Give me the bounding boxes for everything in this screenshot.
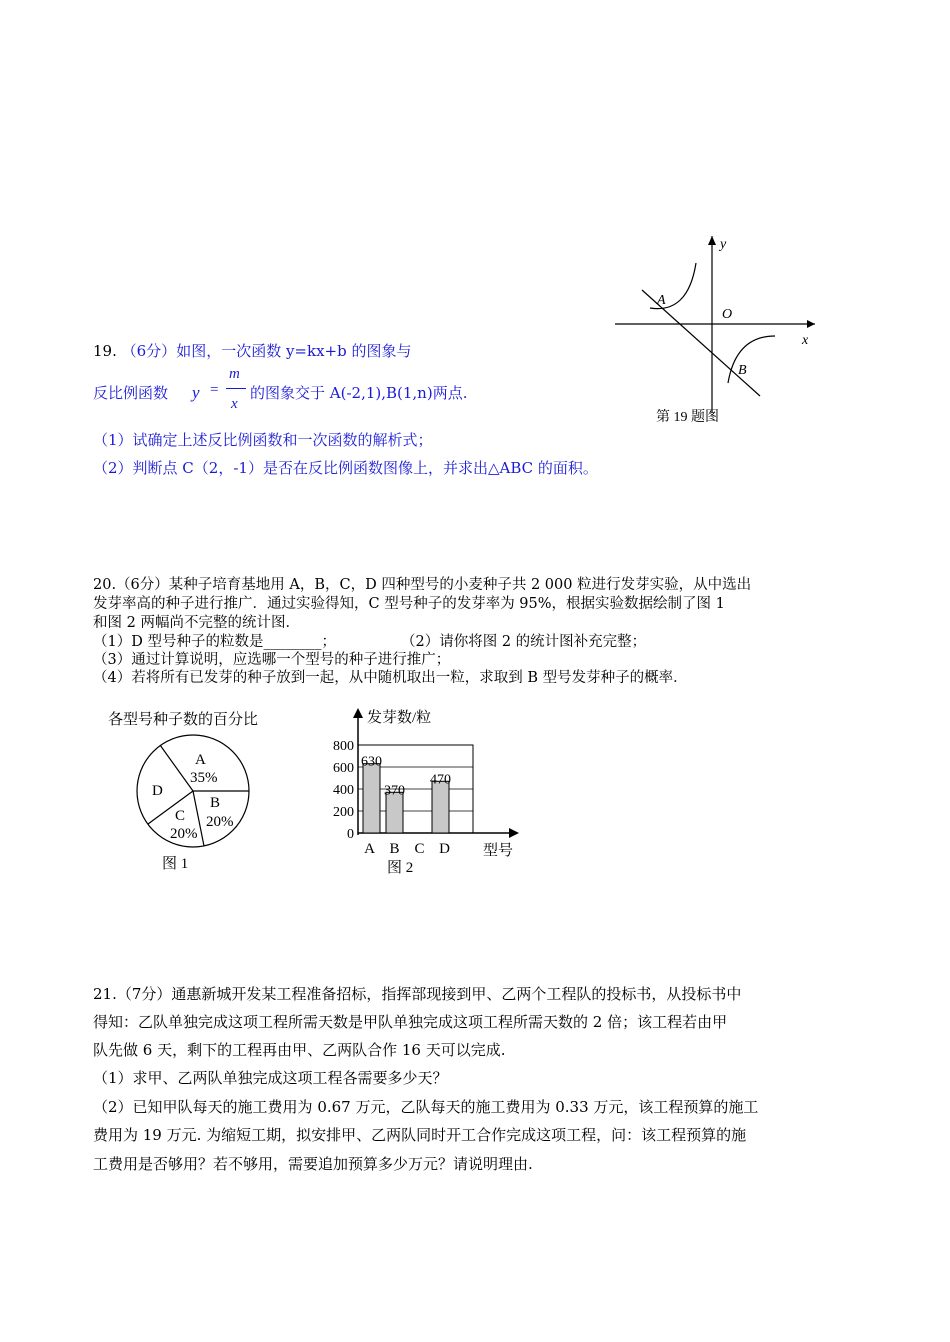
bar-x-tick-label-d: D: [439, 841, 450, 857]
q19-part2: （2）判断点 C（2，-1）是否在反比例函数图像上，并求出△ABC 的面积。: [93, 459, 598, 477]
bar-data-label-a: 630: [361, 754, 382, 770]
bar-data-label-b: 370: [384, 783, 405, 799]
bar-x-tick-label-a: A: [364, 841, 375, 857]
bar-y-tick-label: 400: [333, 783, 354, 798]
q19-figure-caption: 第 19 题图: [656, 410, 719, 425]
q19-part1: （1）试确定上述反比例函数和一次函数的解析式；: [93, 431, 433, 449]
q20-part2: （2）请你将图 2 的统计图补充完整；: [401, 634, 647, 650]
bar-y-tick-label: 600: [333, 761, 354, 776]
q19-number: 19.: [93, 342, 117, 360]
pie-pct-b: 20%: [206, 814, 234, 830]
q21-line2: 得知：乙队单独完成这项工程所需天数是甲队单独完成这项工程所需天数的 2 倍；该工程若由甲: [93, 1013, 728, 1031]
pie-divider-ad: [160, 745, 193, 791]
x-axis-arrow-icon: [807, 320, 815, 328]
bar-y-axis-arrow-icon: [353, 708, 363, 718]
q19-line1: [93, 340, 412, 361]
pie-label-d: D: [152, 783, 163, 799]
bar-y-tick-label: 0: [347, 827, 354, 842]
q21-part2-line2: 费用为 19 万元. 为缩短工期，拟安排甲、乙两队同时开工合作完成这项工程，问：该工程预算的施: [93, 1126, 747, 1144]
q20-line3: 和图 2 两幅尚不完整的统计图．: [93, 615, 300, 631]
q20-line1: 20.（6分）某种子培育基地用 A，B，C，D 四种型号的小麦种子共 2 000 粒进行发芽实验，从中选出: [93, 577, 752, 593]
q19-figure: [600, 228, 830, 428]
bar-y-tick-label: 800: [333, 739, 354, 754]
q19-line2-post: 的图象交于 A(-2,1),B(1,n)两点.: [250, 384, 468, 402]
hyperbola-branch-right: [728, 336, 775, 383]
origin-label: O: [722, 307, 733, 322]
bar-y-tick-label: 200: [333, 805, 354, 820]
bar-x-tick-label-c: C: [414, 841, 425, 857]
pie-pct-c: 20%: [170, 826, 198, 842]
bar-chart-title: 发芽数/粒: [367, 710, 432, 726]
pie-label-c: C: [175, 808, 186, 824]
bar-x-axis-label: 型号: [483, 843, 514, 859]
q20-pie-figure: [100, 702, 300, 882]
q19-formula-x: x: [231, 396, 238, 412]
pie-label-a: A: [195, 752, 206, 768]
q19-line2-pre: 反比例函数: [93, 384, 169, 402]
pie-caption: 图 1: [162, 856, 189, 872]
bar-d: [432, 781, 449, 833]
bar-x-axis-arrow-icon: [509, 828, 519, 838]
bar-caption: 图 2: [387, 860, 414, 876]
q19-formula-m: m: [229, 366, 240, 382]
q19-fraction-bar: [226, 388, 246, 389]
bar-b: [386, 792, 403, 833]
q20-line2: 发芽率高的种子进行推广．通过实验得知，C 型号种子的发芽率为 95%，根据实验数据绘制了图 1: [93, 596, 725, 612]
y-axis-label: y: [720, 237, 727, 252]
q19-score: （6分）: [121, 342, 177, 360]
q21-line3: 队先做 6 天，剩下的工程再由甲、乙两队合作 16 天可以完成.: [93, 1041, 506, 1059]
point-a-label: A: [657, 293, 666, 308]
pie-title: 各型号种子数的百分比: [108, 712, 259, 728]
q21-line1: 21.（7分）通惠新城开发某工程准备招标，指挥部现接到甲、乙两个工程队的投标书，从投标书中: [93, 985, 742, 1003]
y-axis-arrow-icon: [708, 236, 716, 245]
q19-formula-y: y: [192, 383, 200, 402]
q19-intro-text: 如图，一次函数 y=kx+b 的图象与: [176, 342, 412, 360]
bar-x-tick-label-b: B: [389, 841, 400, 857]
q21-part1: （1）求甲、乙两队单独完成这项工程各需要多少天？: [93, 1069, 448, 1087]
bar-a: [363, 764, 380, 833]
q19-formula-eq: =: [210, 382, 219, 398]
q21-part2-line3: 工费用是否够用？若不够用，需要追加预算多少万元？请说明理由.: [93, 1155, 533, 1173]
q20-bar-figure: [325, 702, 525, 882]
q21-part2-line1: （2）已知甲队每天的施工费用为 0.67 万元，乙队每天的施工费用为 0.33 万元，该工程预算的施工: [93, 1098, 759, 1116]
pie-pct-a: 35%: [190, 770, 218, 786]
point-b-label: B: [738, 363, 747, 378]
x-axis-label: x: [802, 333, 809, 348]
bar-data-label-d: 470: [430, 772, 451, 788]
q20-part4: （4）若将所有已发芽的种子放到一起，从中随机取出一粒，求取到 B 型号发芽种子的概率．: [93, 670, 688, 686]
q20-part1: （1）D 型号种子的粒数是________；: [93, 634, 336, 650]
pie-label-b: B: [210, 795, 221, 811]
q20-part3: （3）通过计算说明，应选哪一个型号的种子进行推广；: [93, 652, 451, 668]
